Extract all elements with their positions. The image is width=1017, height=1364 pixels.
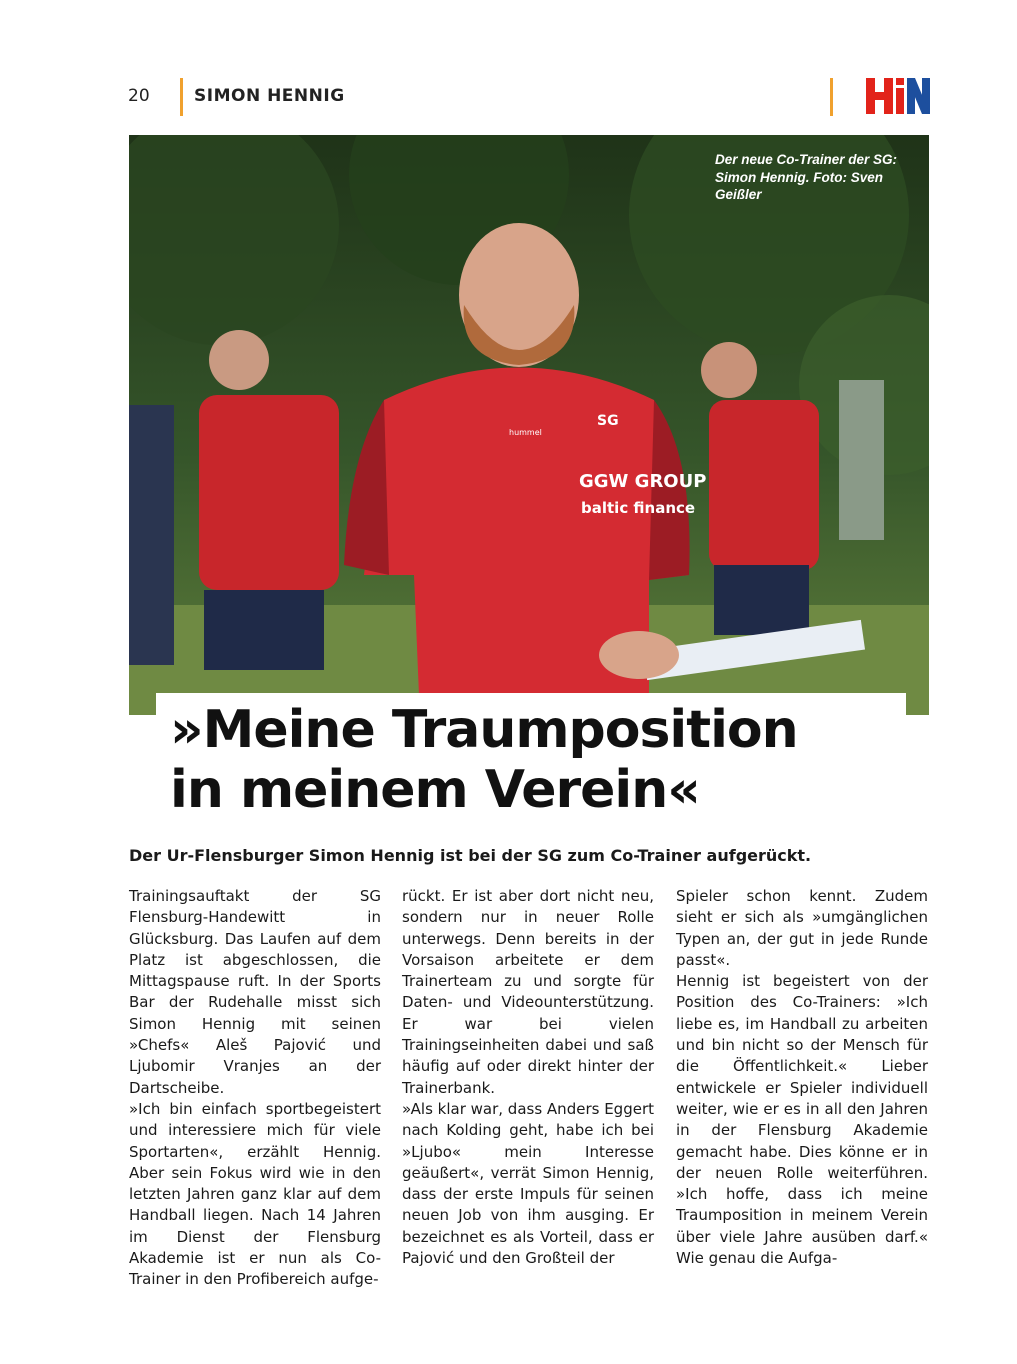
body-paragraph: Hennig ist begeistert von der Position des Co-Trainers: »Ich liebe es, im Handball zu arbeiten und bin nicht so der Mensch für die Öffentlichkeit.« Lieber entwickele er Spieler individuell weiter, wie er es in all den Jahren in der Flensburg Akademie gemacht habe. Dies könne er in der neuen Rolle weiterführen. »Ich hoffe, dass ich meine Traumposition in meinem Verein über viele Jahre ausüben darf.« Wie genau die Aufga- — [676, 972, 928, 1268]
headline-line-2: in meinem Verein« — [170, 760, 700, 820]
section-title: SIMON HENNIG — [194, 86, 345, 106]
article-photo — [129, 135, 929, 715]
shirt-sponsor-1: GGW GROUP — [579, 471, 707, 492]
shirt-club-logo: SG — [597, 413, 619, 429]
body-paragraph: »Als klar war, dass Anders Eggert nach Kolding geht, habe ich bei »Ljubo« mein Interesse geäußert«, verrät Simon Hennig, dass der erste Impuls für seinen neuen Job von ihm ausging. Er bezeichnet es als Vorteil, dass er Pajović und den Großteil der — [402, 1099, 654, 1268]
photo-caption: Der neue Co-Trainer der SG: Simon Hennig. Foto: Sven Geißler — [715, 152, 898, 202]
body-column-3 — [676, 886, 928, 1269]
headline-line-1: »Meine Traumposition — [170, 700, 798, 760]
body-column-1 — [129, 886, 381, 1291]
article-headline — [170, 700, 910, 820]
logo-divider — [830, 78, 833, 116]
article-lead: Der Ur-Flensburger Simon Hennig ist bei der SG zum Co-Trainer aufgerückt. — [129, 846, 812, 865]
article-body — [129, 886, 929, 1289]
shirt-sponsor-2: baltic finance — [581, 499, 696, 517]
body-paragraph: »Ich bin einfach sportbegeistert und interessiere mich für viele Sportarten«, erzählt Hennig. Aber sein Fokus wird wie in den letzten Jahren ganz klar auf dem Handball liegen. Nach 14 Jahren im Dienst der Flensburg Akademie ist er nun als Co-Trainer in den Profibereich aufge- — [129, 1099, 381, 1289]
body-column-2 — [402, 886, 654, 1269]
body-paragraph: Trainingsauftakt der SG Flensburg-Handewitt in Glücksburg. Das Laufen auf dem Platz ist abgeschlossen, die Mittagspause ruft. In der Sports Bar der Rudehalle misst sich Simon Hennig mit seinen »Chefs« Aleš Pajović und Ljubomir Vranjes an der Dartscheibe. — [129, 887, 381, 1097]
page-header — [0, 0, 1017, 130]
shirt-brand: hummel — [509, 428, 542, 437]
photo-illustration — [129, 135, 929, 715]
body-paragraph: rückt. Er ist aber dort nicht neu, sondern nur in neuer Rolle unterwegs. Denn bereits in der Vorsaison arbeitete er dem Trainerteam zu und sorgte für Daten- und Videounterstützung. Er war bei vielen Trainingseinheiten dabei und saß häufig auf oder direkt hinter der Trainerbank. — [402, 887, 654, 1097]
hin-logo — [866, 74, 930, 118]
header-divider — [180, 78, 183, 116]
page-number: 20 — [128, 86, 150, 106]
body-paragraph: Spieler schon kennt. Zudem sieht er sich als »umgänglichen Typen an, der gut in jede Runde passt«. — [676, 887, 928, 969]
